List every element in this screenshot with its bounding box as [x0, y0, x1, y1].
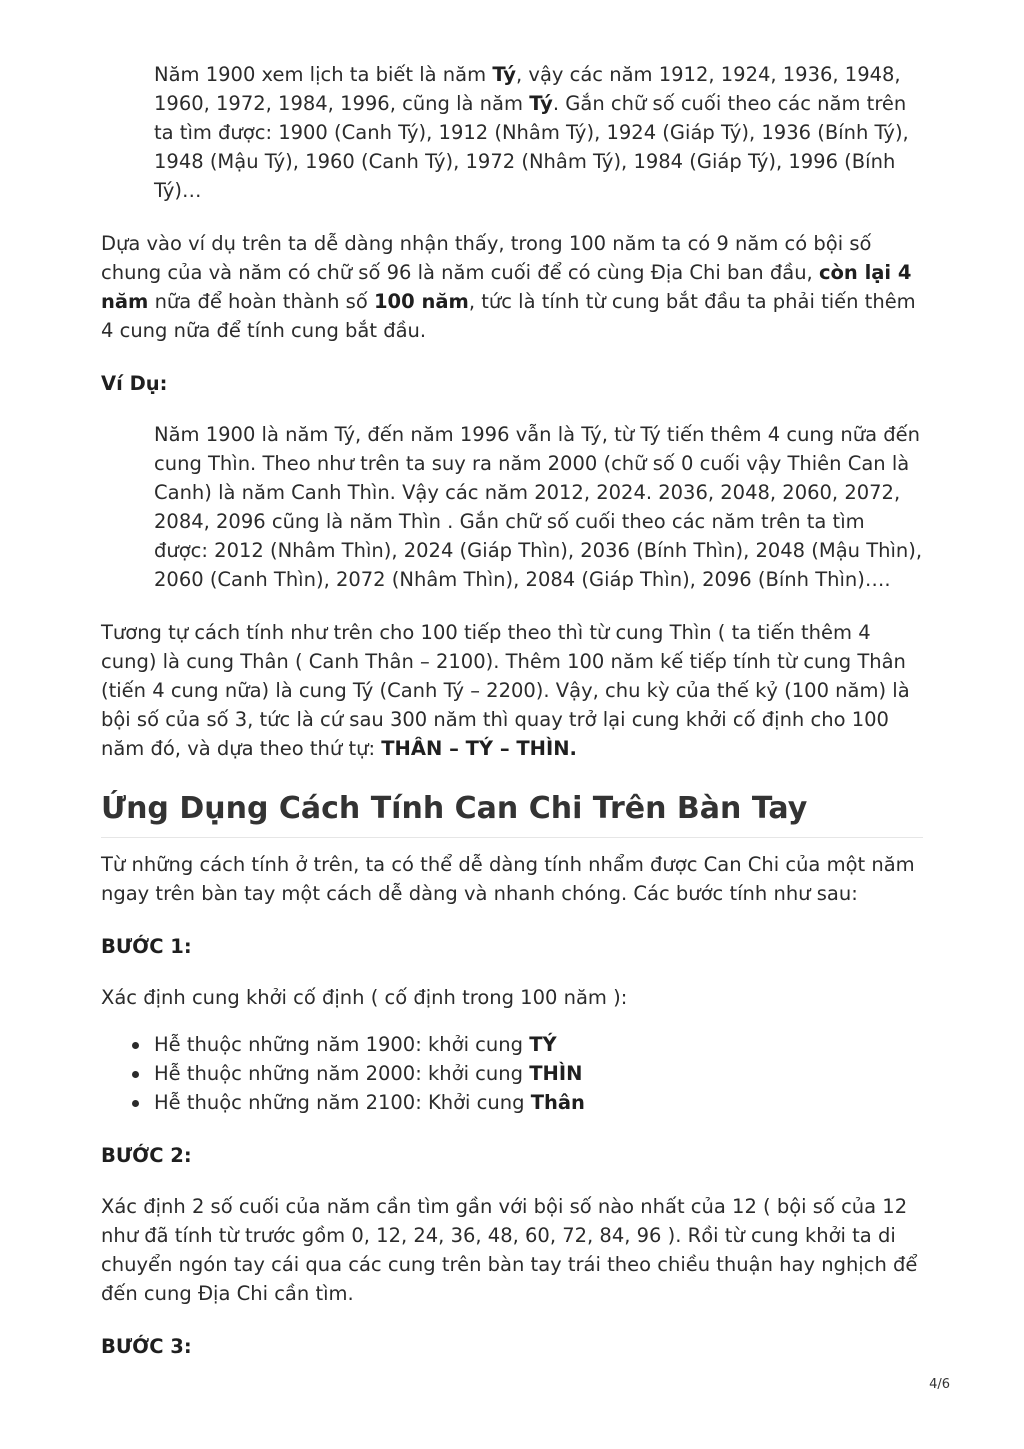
quote-example: Năm 1900 là năm Tý, đến năm 1996 vẫn là Tý, từ Tý tiến thêm 4 cung nữa đến cung Thìn. Theo như trên ta suy ra năm 2000 (chữ số 0 cuối vậy Thiên Can là Canh) là năm Canh Thìn. Vậy các năm 2012, 2024. 2036, 2048, 2060, 2072, 2084, 2096 cũng là năm Thìn . Gắn chữ số cuối theo các năm trên ta tìm được: 2012 (Nhâm Thìn), 2024 (Giáp Thìn), 2036 (Bính Thìn), 2048 (Mậu Thìn), 2060 (Canh Thìn), 2072 (Nhâm Thìn), 2084 (Giáp Thìn), 2096 (Bính Thìn)…. [154, 423, 923, 591]
document-body [101, 60, 923, 1361]
text-run: nữa để hoàn thành số [148, 290, 374, 313]
section-intro: Từ những cách tính ở trên, ta có thể dễ dàng tính nhẩm được Can Chi của một năm ngay trên bàn tay một cách dễ dàng và nhanh chóng. Các bước tính như sau: [101, 853, 915, 905]
bold-text: THÂN – TÝ – THÌN. [381, 737, 577, 760]
bold-text: Tý [529, 92, 553, 115]
text-run: Tương tự cách tính như trên cho 100 tiếp theo thì từ cung Thìn ( ta tiến thêm 4 cung) là cung Thân ( Canh Thân – 2100). Thêm 100 năm kế tiếp tính từ cung Thân (tiến 4 cung nữa) là cung Tý (Canh Tý – 2200). Vậy, chu kỳ của thế kỷ (100 năm) là bội số của số 3, tức là cứ sau 300 năm thì quay trở lại cung khởi cố định cho 100 năm đó, và dựa theo thứ tự: [101, 621, 910, 760]
step-2-text: Xác định 2 số cuối của năm cần tìm gần với bội số nào nhất của 12 ( bội số của 12 như đã tính từ trước gồm 0, 12, 24, 36, 48, 60, 72, 84, 96 ). Rồi từ cung khởi ta di chuyển ngón tay cái qua các cung trên bàn tay trái theo chiều thuận hay nghịch để đến cung Địa Chi cần tìm. [101, 1195, 918, 1305]
list-item: Hễ thuộc những năm 1900: khởi cung TÝ [154, 1030, 923, 1059]
step-2-label: BƯỚC 2: [101, 1144, 192, 1167]
bullet-icon [132, 1100, 139, 1107]
example-label: Ví Dụ: [101, 372, 168, 395]
bullet-icon [132, 1071, 139, 1078]
step-1-label: BƯỚC 1: [101, 935, 192, 958]
section-heading: Ứng Dụng Cách Tính Can Chi Trên Bàn Tay [101, 789, 923, 838]
paragraph-cycle-explanation [101, 229, 923, 345]
list-item: Hễ thuộc những năm 2000: khởi cung THÌN [154, 1059, 923, 1088]
text-run: Dựa vào ví dụ trên ta dễ dàng nhận thấy, trong 100 năm ta có 9 năm có bội số chung của và năm có chữ số 96 là năm cuối để có cùng Địa Chi ban đầu, [101, 232, 872, 284]
step-1-list [101, 1030, 923, 1117]
text-run: , vậy các năm 1912, 1924, 1936, 1948, 1960, 1972, 1984, 1996, cũng là năm [154, 63, 901, 115]
step-1-text: Xác định cung khởi cố định ( cố định trong 100 năm ): [101, 986, 628, 1009]
paragraph-century-cycle [101, 618, 923, 763]
text-run: . Gắn chữ số cuối theo các năm trên ta tìm được: 1900 (Canh Tý), 1912 (Nhâm Tý), 1924 (Giáp Tý), 1936 (Bính Tý), 1948 (Mậu Tý), 1960 (Canh Tý), 1972 (Nhâm Tý), 1984 (Giáp Tý), 1996 (Bính Tý)… [154, 92, 909, 202]
step-3-label: BƯỚC 3: [101, 1335, 192, 1358]
bold-text: còn lại 4 năm [101, 261, 912, 313]
text-run: , tức là tính từ cung bắt đầu ta phải tiến thêm 4 cung nữa để tính cung bắt đầu. [101, 290, 916, 342]
bullet-icon [132, 1042, 139, 1049]
quote-year-1900 [154, 60, 923, 205]
list-item: Hễ thuộc những năm 2100: Khởi cung Thân [154, 1088, 923, 1117]
bold-text: Tý [492, 63, 517, 86]
text-run: Năm 1900 xem lịch ta biết là năm [154, 63, 493, 86]
page-number: 4/6 [929, 1377, 950, 1392]
bold-text: 100 năm [373, 290, 469, 313]
